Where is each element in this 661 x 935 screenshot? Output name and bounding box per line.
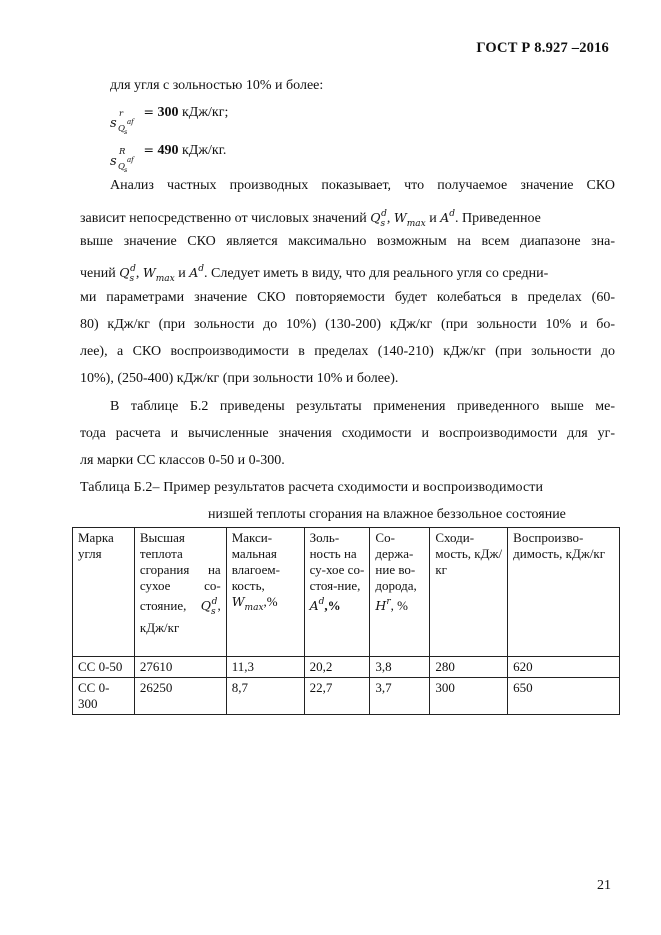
table-caption-line2: низшей теплоты сгорания на влажное беззольное состояние <box>208 507 566 522</box>
cell-q: 27610 <box>134 657 226 678</box>
intro-line: для угля с зольностью 10% и более: <box>110 78 324 93</box>
page-number: 21 <box>597 878 611 893</box>
table-caption-line1: Таблица Б.2– Пример результатов расчета сходимости и воспроизводимости <box>80 480 544 495</box>
cell-convergence: 300 <box>430 678 508 715</box>
paragraph2-line2: тода расчета и вычисленные значения сходимости и воспроизводимости для уг- <box>80 426 615 441</box>
paragraph1-line2: зависит непосредственно от числовых значений $Q_s^d$, $W_{max}$ и $A^d$. Приведенное <box>80 209 541 229</box>
paragraph1-line3: выше значение СКО является максимально возможным на всем диапазоне зна- <box>80 234 615 249</box>
paragraph1-line5: ми параметрами значение СКО повторяемости будет колебаться в пределах (60- <box>80 290 615 305</box>
formula-reproducibility: s R Q s af = 490 кДж/кг. <box>110 142 227 174</box>
cell-reproducibility: 650 <box>508 678 620 715</box>
formula2-value: 490 <box>157 143 179 158</box>
cell-w: 8,7 <box>226 678 304 715</box>
cell-convergence: 280 <box>430 657 508 678</box>
formula1-value: 300 <box>157 105 179 120</box>
cell-a: 22,7 <box>304 678 370 715</box>
document-code: ГОСТ Р 8.927 –2016 <box>476 40 609 56</box>
results-table <box>72 527 620 715</box>
cell-a: 20,2 <box>304 657 370 678</box>
table-row <box>73 657 620 678</box>
header-max-moisture: Макси-мальная влагоем-кость, $W_{max},\%$ <box>226 528 304 657</box>
header-ash-content: Золь-ность на су-хое со-стоя-ние, $A^d,\%$ <box>304 528 370 657</box>
paragraph1-line7: лее), а СКО воспроизводимости в пределах (140-210) кДж/кг (при зольности до <box>80 344 615 359</box>
header-convergence: Сходи-мость, кДж/кг <box>430 528 508 657</box>
cell-h: 3,7 <box>370 678 430 715</box>
header-hydrogen-content: Со-держа-ние во-дорода, $H^r$, % <box>370 528 430 657</box>
header-heat-of-combustion: Высшая теплота сгорания на сухое со-стояние, $Q_s^d$, кДж/кг <box>134 528 226 657</box>
paragraph1-line1: Анализ частных производных показывает, что получаемое значение СКО <box>110 178 615 193</box>
cell-mark: СС 0-50 <box>73 657 135 678</box>
formula2-unit: кДж/кг. <box>181 143 227 158</box>
paragraph2-line3: ля марки СС классов 0-50 и 0-300. <box>80 453 285 468</box>
paragraph1-line8: 10%), (250-400) кДж/кг (при зольности 10% и более). <box>80 371 399 386</box>
formula-repeatability: s r Q s af = 300 кДж/кг; <box>110 104 229 136</box>
cell-reproducibility: 620 <box>508 657 620 678</box>
paragraph2-line1: В таблице Б.2 приведены результаты применения приведенного выше ме- <box>110 399 615 414</box>
cell-q: 26250 <box>134 678 226 715</box>
cell-h: 3,8 <box>370 657 430 678</box>
table-row <box>73 678 620 715</box>
header-reproducibility: Воспроизво-димость, кДж/кг <box>508 528 620 657</box>
paragraph1-line4: чений $Q_s^d$, $W_{max}$ и $A^d$. Следует иметь в виду, что для реального угля со средни- <box>80 264 549 284</box>
header-coal-mark: Марка угля <box>73 528 135 657</box>
cell-w: 11,3 <box>226 657 304 678</box>
paragraph1-line6: 80) кДж/кг (при зольности до 10%) (130-200) кДж/кг (при зольности 10% и бо- <box>80 317 615 332</box>
cell-mark: СС 0-300 <box>73 678 135 715</box>
table-header-row <box>73 528 620 657</box>
formula1-unit: кДж/кг; <box>181 105 229 120</box>
